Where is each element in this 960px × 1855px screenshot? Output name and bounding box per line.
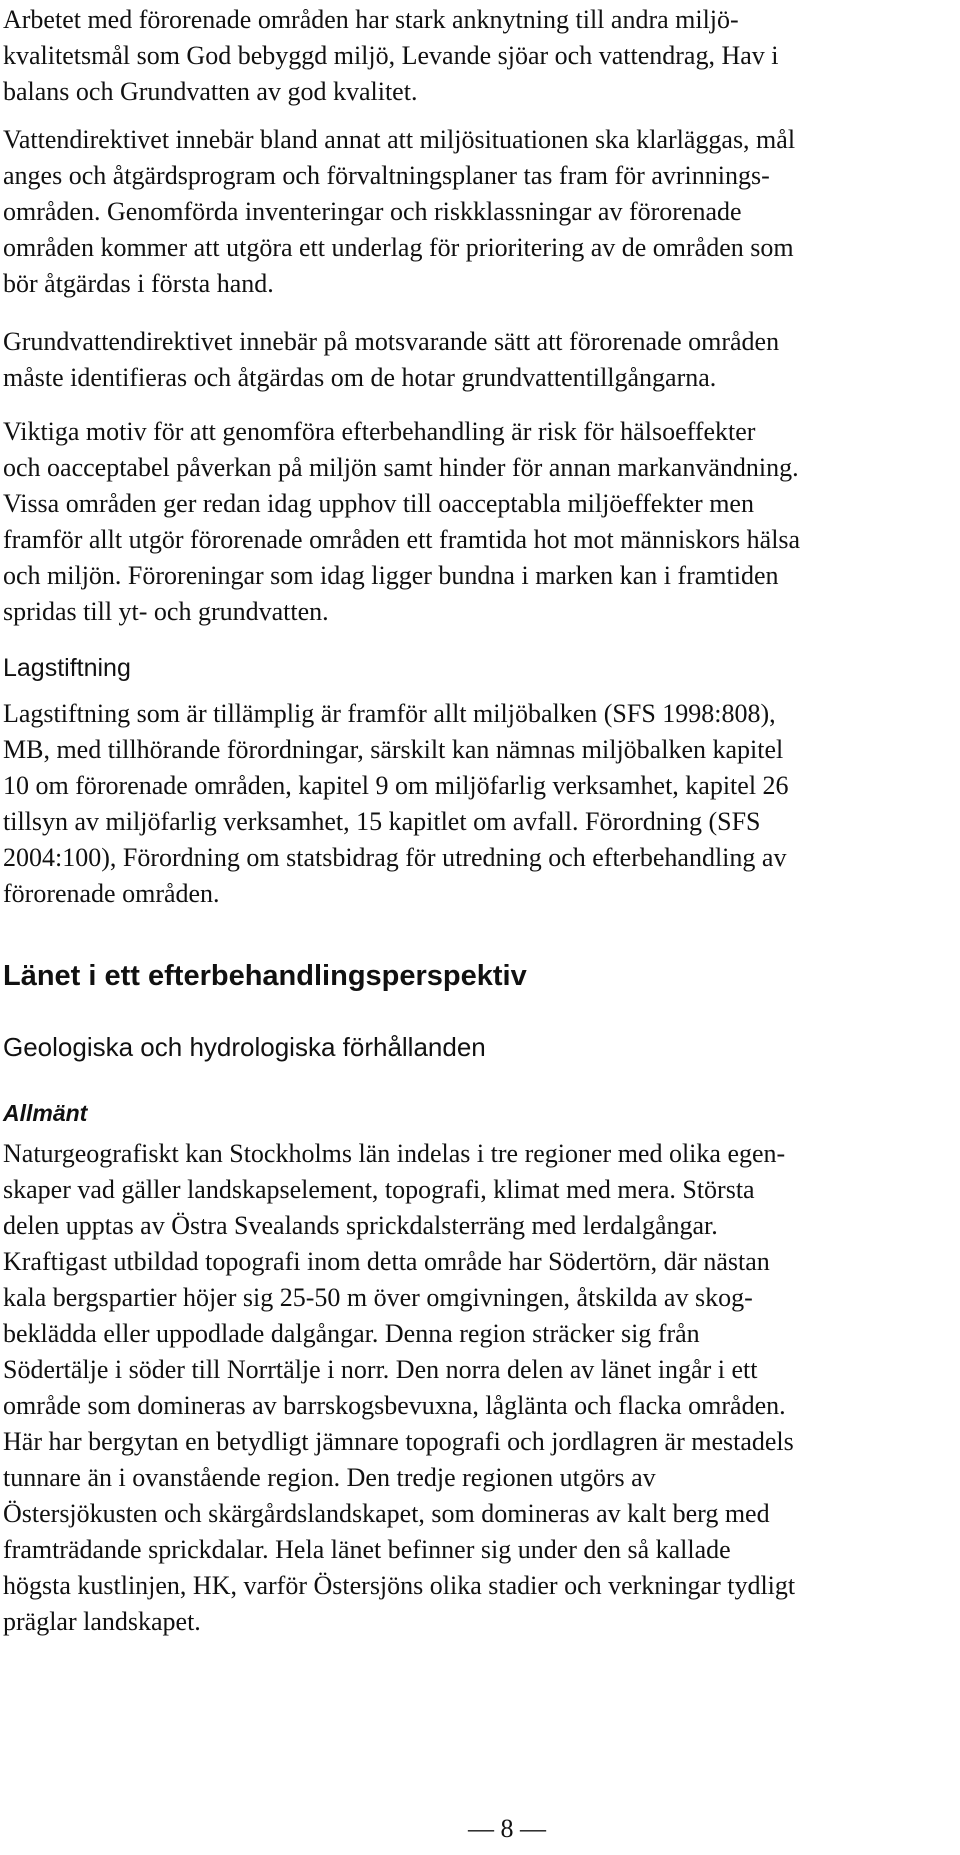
text-line: Lagstiftning som är tillämplig är framför allt miljöbalken (SFS 1998:808), — [3, 699, 776, 728]
text-line: spridas till yt- och grundvatten. — [3, 597, 329, 626]
text-line: Östersjökusten och skärgårdslandskapet, som domineras av kalt berg med — [3, 1499, 770, 1528]
paragraph-water-directive — [3, 122, 953, 302]
text-line: MB, med tillhörande förordningar, särskilt kan nämnas miljöbalken kapitel — [3, 735, 784, 764]
heading-main-section: Länet i ett efterbehandlingsperspektiv — [3, 960, 527, 992]
text-line: balans och Grundvatten av god kvalitet. — [3, 77, 418, 106]
heading-lagstiftning: Lagstiftning — [3, 654, 131, 682]
text-line: 2004:100), Förordning om statsbidrag för utredning och efterbehandling av — [3, 843, 787, 872]
text-line: Viktiga motiv för att genomföra efterbehandling är risk för hälsoeffekter — [3, 417, 756, 446]
text-line: områden. Genomförda inventeringar och riskklassningar av förorenade — [3, 197, 742, 226]
text-line: Kraftigast utbildad topografi inom detta område har Södertörn, där nästan — [3, 1247, 770, 1276]
text-line: Arbetet med förorenade områden har stark anknytning till andra miljö- — [3, 5, 739, 34]
text-line: Södertälje i söder till Norrtälje i norr. Den norra delen av länet ingår i ett — [3, 1355, 758, 1384]
text-line: anges och åtgärdsprogram och förvaltningsplaner tas fram för avrinnings- — [3, 161, 770, 190]
text-line: skaper vad gäller landskapselement, topografi, klimat med mera. Största — [3, 1175, 755, 1204]
heading-general: Allmänt — [3, 1100, 88, 1126]
text-line: Naturgeografiskt kan Stockholms län indelas i tre regioner med olika egen- — [3, 1139, 786, 1168]
text-line: framträdande sprickdalar. Hela länet befinner sig under den så kallade — [3, 1535, 731, 1564]
page-number: — 8 — — [468, 1814, 546, 1843]
paragraph-remediation-motives — [3, 414, 953, 630]
text-line: områden kommer att utgöra ett underlag för prioritering av de områden som — [3, 233, 794, 262]
text-line: präglar landskapet. — [3, 1607, 201, 1636]
text-line: och miljön. Föroreningar som idag ligger bundna i marken kan i framtiden — [3, 561, 779, 590]
paragraph-natural-geography — [3, 1136, 953, 1640]
text-line: beklädda eller uppodlade dalgångar. Denna region sträcker sig från — [3, 1319, 700, 1348]
text-line: måste identifieras och åtgärdas om de hotar grundvattentillgångarna. — [3, 363, 717, 392]
text-line: Här har bergytan en betydligt jämnare topografi och jordlagren är mestadels — [3, 1427, 794, 1456]
paragraph-groundwater-directive — [3, 324, 953, 396]
text-line: tunnare än i ovanstående region. Den tredje regionen utgörs av — [3, 1463, 656, 1492]
text-line: Grundvattendirektivet innebär på motsvarande sätt att förorenade områden — [3, 327, 780, 356]
paragraph-legislation — [3, 696, 953, 912]
text-line: tillsyn av miljöfarlig verksamhet, 15 kapitlet om avfall. Förordning (SFS — [3, 807, 761, 836]
paragraph-environmental-goals — [3, 2, 953, 110]
text-line: Vattendirektivet innebär bland annat att miljösituationen ska klarläggas, mål — [3, 125, 796, 154]
text-line: förorenade områden. — [3, 879, 220, 908]
text-line: kala bergspartier höjer sig 25-50 m över omgivningen, åtskilda av skog- — [3, 1283, 753, 1312]
text-line: delen upptas av Östra Svealands sprickdalsterräng med lerdalgångar. — [3, 1211, 718, 1240]
text-line: Vissa områden ger redan idag upphov till oacceptabla miljöeffekter men — [3, 489, 754, 518]
text-line: område som domineras av barrskogsbevuxna, låglänta och flacka områden. — [3, 1391, 786, 1420]
text-line: kvalitetsmål som God bebyggd miljö, Levande sjöar och vattendrag, Hav i — [3, 41, 779, 70]
text-line: och oacceptabel påverkan på miljön samt hinder för annan markanvändning. — [3, 453, 799, 482]
text-line: 10 om förorenade områden, kapitel 9 om miljöfarlig verksamhet, kapitel 26 — [3, 771, 789, 800]
heading-geology-hydrology: Geologiska och hydrologiska förhållanden — [3, 1032, 486, 1062]
text-line: bör åtgärdas i första hand. — [3, 269, 274, 298]
text-line: högsta kustlinjen, HK, varför Östersjöns olika stadier och verkningar tydligt — [3, 1571, 796, 1600]
text-line: framför allt utgör förorenade områden ett framtida hot mot människors hälsa — [3, 525, 801, 554]
